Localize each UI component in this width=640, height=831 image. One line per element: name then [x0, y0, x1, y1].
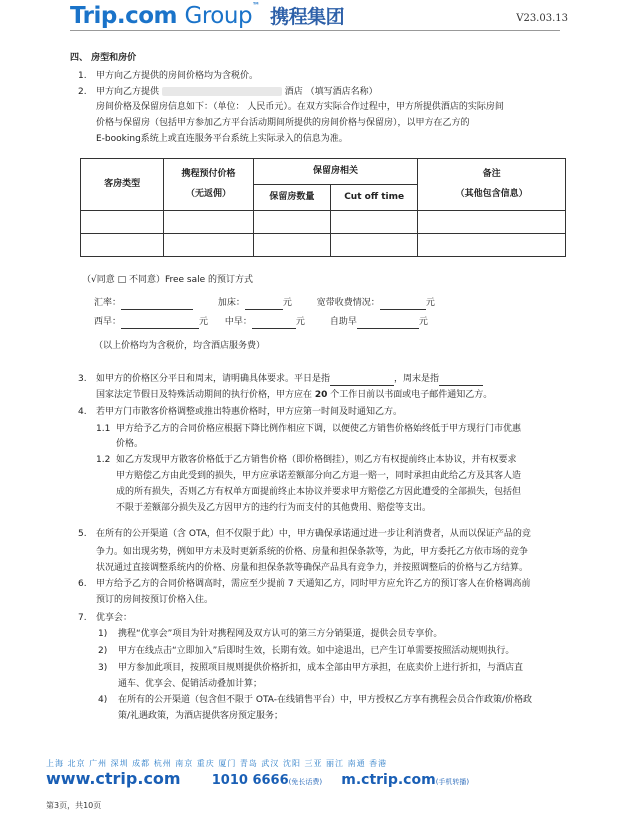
col-room-type: 客房类型	[81, 159, 164, 211]
header-divider	[70, 30, 560, 31]
clause-5-line-3: 状况通过直接调整系统内的价格、房量和担保条款等确保产品具有竞争力，并按照调整后的价格与乙方结算。	[96, 563, 529, 573]
clause-3: 3. 如甲方的价格区分平日和周末，请明确具体要求。平日是指 ，周末是指	[78, 373, 568, 386]
clause-7-4: 4) 在所有的公开渠道（包含但不限于 OTA-在线销售平台）中，甲方授权乙方享有携程会员合作政策/价格政	[98, 695, 532, 705]
clause-5: 5. 在所有的公开渠道（含 OTA，但不仅限于此）中，甲方确保承诺通过进一步让利消费者，从而以保证产品的竞	[78, 529, 531, 539]
clause-7: 7. 优享会：	[78, 613, 133, 623]
table-row	[81, 211, 566, 234]
item-1: 1. 甲方向乙方提供的房间价格均为含税价。	[78, 71, 259, 81]
item-2: 2. 甲方向乙方提供 酒店 （填写酒店名称）	[78, 87, 378, 97]
clause-4: 4. 若甲方门市散客价格调整或推出特惠价格时，甲方应第一时间及时通知乙方。	[78, 407, 403, 417]
logo-trip: Trip.com	[70, 3, 177, 29]
room-rate-table	[80, 158, 566, 257]
fees-row-1: 汇率： 加床： 元 宽带收费情况： 元	[94, 297, 435, 310]
clause-4-2-line-3: 成的所有损失，否则乙方有权单方面提前终止本协议并要求甲方赔偿乙方因此遭受的全部损失，包括但	[116, 487, 522, 497]
footer-cities: 上海 北京 广州 深圳 成都 杭州 南京 重庆 厦门 青岛 武汉 沈阳 三亚 丽江 南通 香港	[46, 759, 388, 768]
clause-4-2-line-2: 甲方赔偿乙方由此受到的损失，甲方应承诺差额部分向乙方退一赔一，同时承担由此给乙方及其客人造	[116, 471, 522, 481]
free-sale-option: （√同意 □ 不同意）Free sale 的预订方式	[82, 275, 254, 285]
clause-4-1-line-2: 价格。	[116, 439, 144, 449]
clause-7-3: 3) 甲方参加此项目，按照项目规则提供价格折扣，成本全部由甲方承担，在底卖价上进行折扣，与酒店直	[98, 663, 524, 673]
footer-phone: 1010 6666	[211, 773, 289, 788]
fees-row-2: 西早： 元 中早： 元 自助早 元	[94, 316, 428, 329]
redacted-hotel-name	[162, 87, 282, 96]
fees-note: （以上价格均为含税价，均含酒店服务费）	[94, 341, 266, 351]
clause-5-line-2: 争力。如出现劣势，例如甲方未及时更新系统的价格、房量和担保条款等，为此，甲方委托乙方依市场的竞争	[96, 547, 529, 557]
footer-mobile-site: m.ctrip.com	[341, 772, 436, 788]
col-prepay: 携程预付价格 （无返佣）	[164, 159, 253, 211]
clause-7-4-line-2: 策/礼遇政策，为酒店提供客房预定服务；	[118, 711, 284, 721]
item-2-line-3: 价格与保留房（包括甲方参加乙方平台活动期间所提供的房间价格与保留房），以甲方在乙方的	[96, 118, 470, 128]
col-reserved-qty: 保留房数量	[253, 185, 330, 211]
trip-com-group-logo	[70, 0, 344, 33]
clause-7-1: 1) 携程“优享会”项目为针对携程网及双方认可的第三方分销渠道，提供会员专享价。	[98, 629, 443, 639]
version-label: V23.03.13	[516, 13, 568, 24]
logo-cn: 携程集团	[270, 6, 345, 28]
logo-tm: ™	[252, 1, 260, 10]
clause-7-2: 2) 甲方在线点击“立即加入”后即时生效，长期有效。如中途退出，已产生订单需要按照活动规则执行。	[98, 646, 515, 656]
clause-4-2: 1.2 如乙方发现甲方散客价格低于乙方销售价格（即价格倒挂），则乙方有权提前终止本协议，并有权要求	[96, 455, 517, 465]
section-title: 四、 房型和房价	[70, 53, 137, 63]
table-row	[81, 234, 566, 257]
clause-3-line-2: 国家法定节假日及特殊活动期间的执行价格，甲方应在 20 个工作日前以书面或电子邮件通知乙方。	[96, 390, 493, 400]
col-cutoff-time: Cut off time	[331, 185, 418, 211]
footer-contact: www.ctrip.com 1010 6666(免长话费) m.ctrip.com(手机转播)	[46, 769, 470, 788]
footer-website: www.ctrip.com	[46, 769, 181, 788]
page-number: 第3页，共10页	[46, 801, 102, 810]
clause-6: 6. 甲方给予乙方的合同价格调高时，需应至少提前 7 天通知乙方，同时甲方应允许乙方的预订客人在价格调高前	[78, 579, 531, 589]
clause-4-2-line-4: 不限于差额部分损失及乙方因甲方的违约行为而支付的其他费用、赔偿等支出。	[116, 503, 432, 513]
clause-4-1: 1.1 甲方给予乙方的合同价格应根据下降比例作相应下调，以便使乙方销售价格始终低于甲方现行门市优惠	[96, 424, 522, 434]
col-remark: 备注 （其他包含信息）	[418, 159, 566, 211]
item-2-line-4: E-booking系统上或直连服务平台系统上实际录入的信息为准。	[96, 134, 348, 144]
clause-6-line-2: 预订的房间按预订价格入住。	[96, 595, 214, 605]
logo-group: Group	[184, 3, 253, 29]
item-2-line-2: 房间价格及保留房信息如下：（单位： 人民币元）。在双方实际合作过程中，甲方所提供酒店的实际房间	[96, 102, 504, 112]
col-reserved: 保留房相关	[253, 159, 418, 185]
clause-7-3-line-2: 通车、优享会、促销活动叠加计算；	[118, 679, 263, 689]
